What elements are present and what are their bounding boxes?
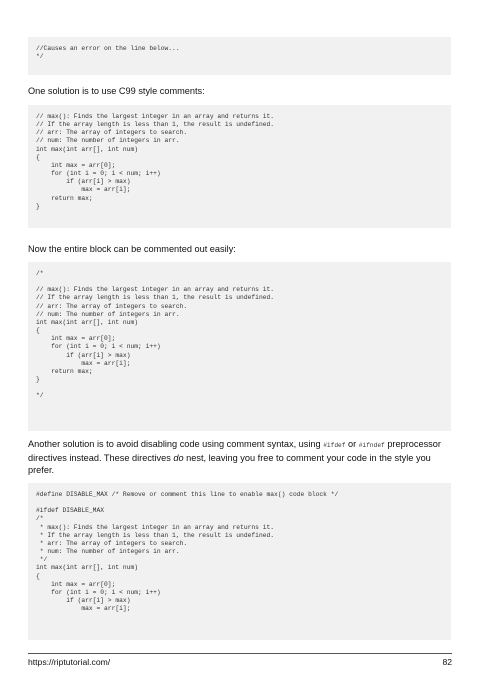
inline-code: #ifndef: [358, 442, 385, 449]
paragraph-text: preprocessor directives instead. These directives: [28, 439, 441, 463]
paragraph-text: or: [345, 439, 359, 449]
paragraph: [28, 438, 452, 476]
paragraph: Now the entire block can be commented out easily:: [28, 244, 236, 254]
code-block: // max(): Finds the largest integer in an array and returns it. // If the array length is less than 1, the result is undefined. // arr: The array of integers to search. // num: The number of integers in arr. int max(int arr[], int num) { int max = arr[0]; for (int i = 0; i < num; i++) if (arr[i] > max) max = arr[i]; return max; }: [28, 105, 451, 228]
code-block: //Causes an error on the line below... */: [28, 37, 451, 75]
inline-code: #ifdef: [323, 442, 346, 449]
page-number: 82: [442, 657, 452, 667]
paragraph-text: nest, leaving you free to comment your code in the style you prefer.: [28, 453, 431, 475]
code-block: #define DISABLE_MAX /* Remove or comment this line to enable max() code block */ #ifdef DISABLE_MAX /* * max(): Finds the largest integer in an array and returns it. * If the array length is less than 1, the result is undefined. * arr: The array of integers to search. * num: The number of integers in arr. */ int max(int arr[], int num) { int max = arr[0]; for (int i = 0; i < num; i++) if (arr[i] > max) max = arr[i];: [28, 483, 451, 640]
emphasis: do: [173, 453, 184, 463]
paragraph: One solution is to use C99 style comments:: [28, 86, 205, 96]
code-block: /* // max(): Finds the largest integer in an array and returns it. // If the array length is less than 1, the result is undefined. // arr: The array of integers to search. // num: The number of integers in arr. int max(int arr[], int num) { int max = arr[0]; for (int i = 0; i < num; i++) if (arr[i] > max) max = arr[i]; return max; } */: [28, 262, 451, 431]
paragraph-text: Another solution is to avoid disabling code using comment syntax, using: [28, 439, 324, 449]
footer-url-link[interactable]: https://riptutorial.com/: [28, 657, 111, 667]
footer-divider: [28, 653, 452, 654]
